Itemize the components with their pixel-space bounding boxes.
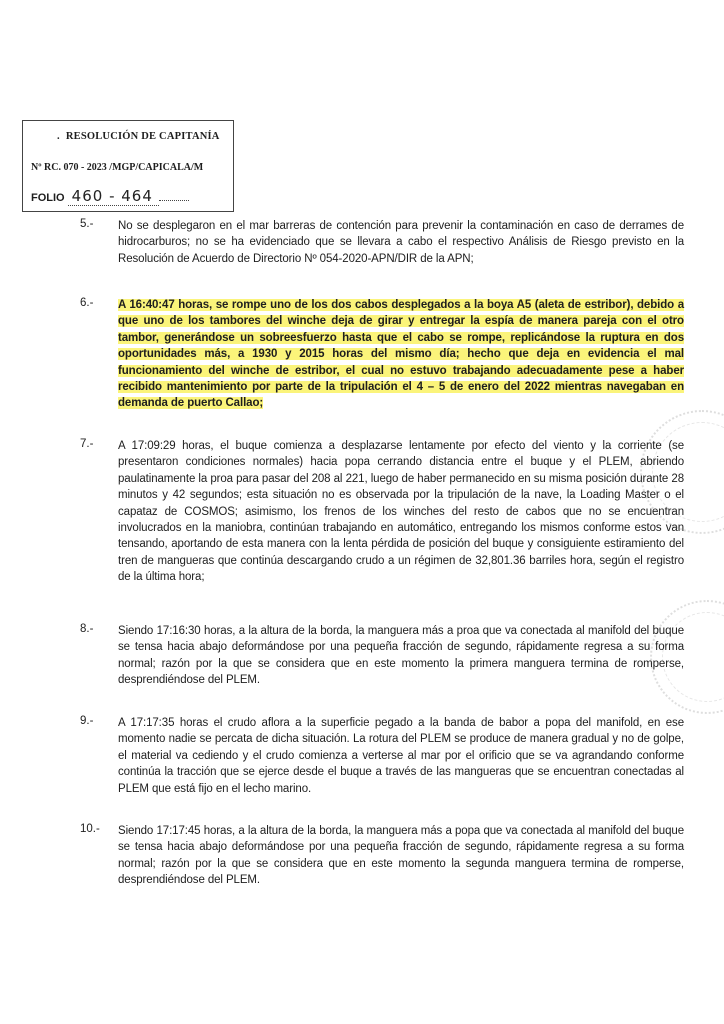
- paragraph-9: [80, 715, 684, 797]
- paragraph-5: [80, 218, 684, 267]
- paragraph-number: 10.-: [80, 823, 100, 835]
- paragraph-text: A 17:17:35 horas el crudo aflora a la superficie pegado a la banda de babor a popa del manifold, en ese momento nadie se percata de dicha situación. La rotura del PLEM se produce de manera gradual y no de golpe, el material va cediendo y el crudo comienza a verterse al mar por el orificio que se va agrandando conforme continúa la tracción que se ejerce desde el buque a través de las mangueras que se encuentran conectadas al PLEM que está fijo en el lecho marino.: [118, 717, 684, 795]
- paragraph-7: [80, 438, 684, 586]
- title-bullet: .: [57, 131, 60, 142]
- folio-label: FOLIO: [31, 192, 65, 204]
- folio-value: 460 - 464: [68, 187, 159, 206]
- folio-dotted-line: [159, 200, 189, 201]
- resolution-title: . RESOLUCIÓN DE CAPITANÍA: [57, 131, 220, 142]
- paragraph-text: No se desplegaron en el mar barreras de contención para prevenir la contaminación en caso de derrames de hidrocarburos; no se ha evidenciado que se llevara a cabo el respectivo Análisis de Riesgo previsto en la Resolución de Acuerdo de Directorio Nº 054-2020-APN/DIR de la APN;: [118, 220, 684, 265]
- paragraph-number: 7.-: [80, 438, 94, 450]
- paragraph-number: 5.-: [80, 218, 94, 230]
- paragraph-text: Siendo 17:16:30 horas, a la altura de la borda, la manguera más a proa que va conectada al manifold del buque se tensa hacia abajo deformándose por una pequeña fracción de segundo, rápidamente regresa a su forma normal; razón por la que se considera que en este momento la primera manguera termina de romperse, desprendiéndose del PLEM.: [118, 625, 684, 687]
- paragraph-number: 6.-: [80, 297, 94, 309]
- highlight-marker: A 16:40:47 horas, se rompe uno de los dos cabos desplegados a la boya A5 (aleta de estribor), debido a que uno de los tambores del winche deja de girar y entregar la espía de manera pareja con el otro tambor, generándose un sobreesfuerzo hasta que el cabo se rompe, replicándose la ruptura en dos oportunidades más, a 1930 y 2015 horas del mismo día; hecho que deja en evidencia el mal funcionamiento del winche de estribor, el cual no estuvo trabajando adecuadamente pese a haber recibido mantenimiento por parte de la tripulación el 4 – 5 de enero del 2022 mientras navegaban en demanda de puerto Callao;: [118, 299, 684, 410]
- highlighted-paragraph-text: [118, 297, 684, 412]
- paragraph-text: A 17:09:29 horas, el buque comienza a desplazarse lentamente por efecto del viento y la corriente (se presentaron condiciones normales) hacia popa cerrando distancia entre el buque y el PLEM, abriendo paulatinamente la proa para pasar del 208 al 221, luego de haber permanecido en su misma posición durante 28 minutos y 42 segundos; esta situación no es observada por la tripulación de la nave, la Loading Master o el capataz de COSMOS; asimismo, los frenos de los winches del resto de cabos que no se encuentran involucrados en la maniobra, continúan trabajando en automático, entregando los mismos conforme estos van tensando, aportando de esta manera con la lenta pérdida de posición del buque y consiguiente estiramiento del tren de mangueras que continúa descargando crudo a un régimen de 32,801.36 barriles hora, según el registro de la última hora;: [118, 440, 684, 584]
- paragraph-number: 8.-: [80, 623, 94, 635]
- folio-line: [31, 187, 229, 205]
- resolution-header-box: [22, 120, 234, 212]
- paragraph-8: [80, 623, 684, 689]
- paragraph-10: [80, 823, 684, 889]
- paragraph-text: Siendo 17:17:45 horas, a la altura de la borda, la manguera más a popa que va conectada al manifold del buque se tensa hacia abajo deformándose por una pequeña fracción de segundo, rápidamente regresa a su forma normal; razón por la que se considera que en este momento la segunda manguera termina de romperse, desprendiéndose del PLEM.: [118, 825, 684, 887]
- paragraph-number: 9.-: [80, 715, 94, 727]
- resolution-reference: Nº RC. 070 - 2023 /MGP/CAPICALA/M: [31, 162, 204, 173]
- paragraph-6: [80, 297, 684, 412]
